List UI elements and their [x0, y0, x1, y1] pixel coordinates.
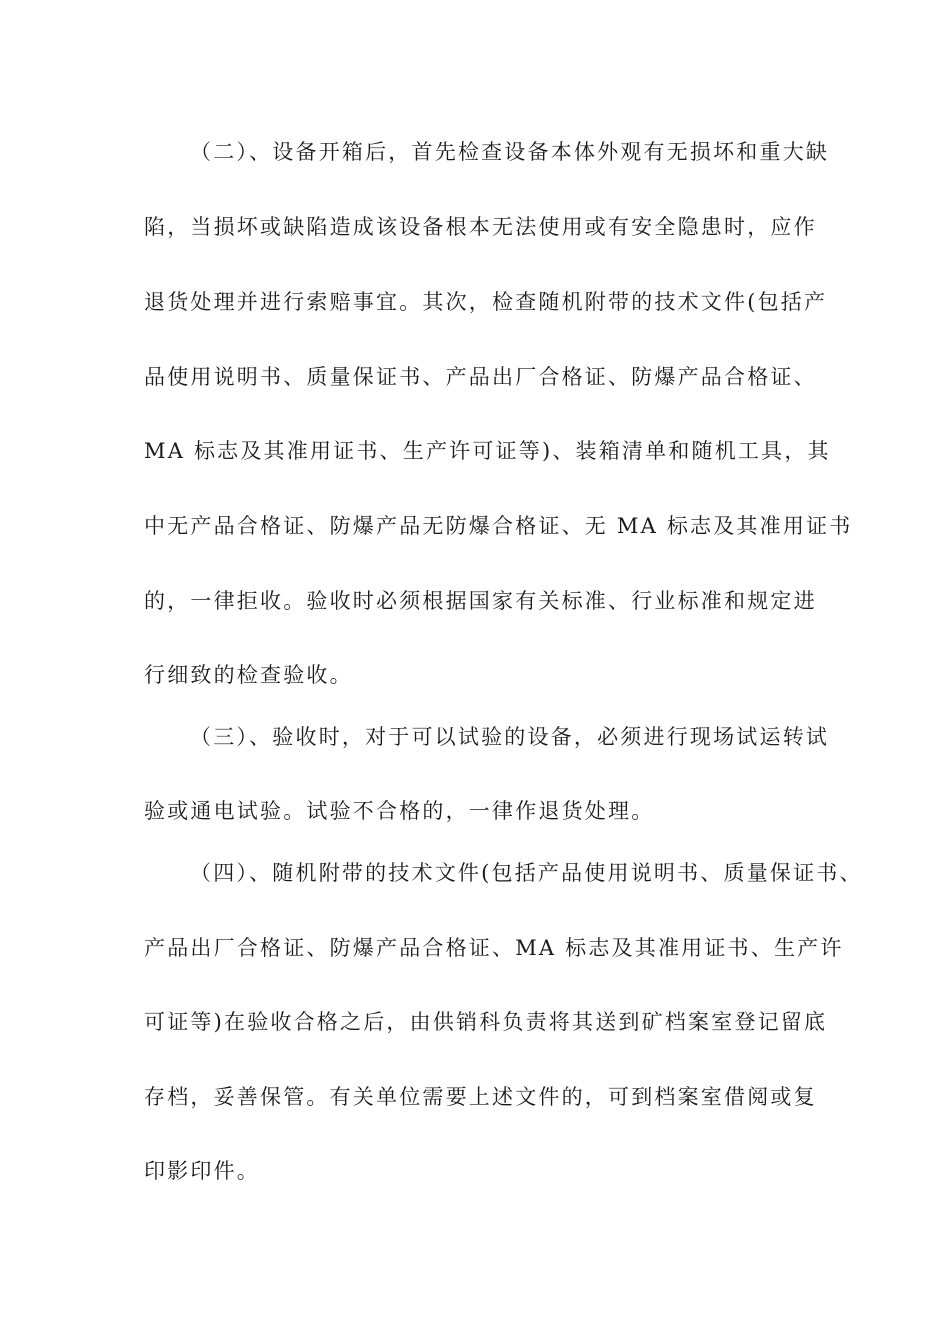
paragraph-2-line-4: 品使用说明书、质量保证书、产品出厂合格证、防爆产品合格证、	[144, 365, 817, 389]
paragraph-2-line-2: 陷，当损坏或缺陷造成该设备根本无法使用或有安全隐患时，应作	[144, 215, 817, 239]
paragraph-4-line-3: 可证等)在验收合格之后，由供销科负责将其送到矿档案室登记留底	[144, 1010, 828, 1034]
paragraph-3-line-1: （三）、验收时，对于可以试验的设备，必须进行现场试运转试	[190, 725, 830, 749]
paragraph-2-line-7: 的，一律拒收。验收时必须根据国家有关标准、行业标准和规定进	[144, 589, 817, 613]
paragraph-4-line-2: 产品出厂合格证、防爆产品合格证、MA 标志及其准用证书、生产许	[144, 936, 844, 960]
paragraph-4-line-5: 印影印件。	[144, 1159, 260, 1183]
paragraph-2-line-3: 退货处理并进行索赔事宜。其次，检查随机附带的技术文件(包括产	[144, 290, 828, 314]
paragraph-4-line-1: （四）、随机附带的技术文件(包括产品使用说明书、质量保证书、	[190, 861, 863, 885]
paragraph-4-line-4: 存档，妥善保管。有关单位需要上述文件的，可到档案室借阅或复	[144, 1085, 817, 1109]
paragraph-2-line-6: 中无产品合格证、防爆产品无防爆合格证、无 MA 标志及其准用证书	[144, 514, 853, 538]
paragraph-3-line-2: 验或通电试验。试验不合格的，一律作退货处理。	[144, 799, 655, 823]
paragraph-2-line-8: 行细致的检查验收。	[144, 663, 353, 687]
paragraph-2-line-1: （二）、设备开箱后，首先检查设备本体外观有无损坏和重大缺	[190, 140, 830, 164]
paragraph-2-line-5: MA 标志及其准用证书、生产许可证等)、装箱清单和随机工具，其	[144, 439, 831, 463]
